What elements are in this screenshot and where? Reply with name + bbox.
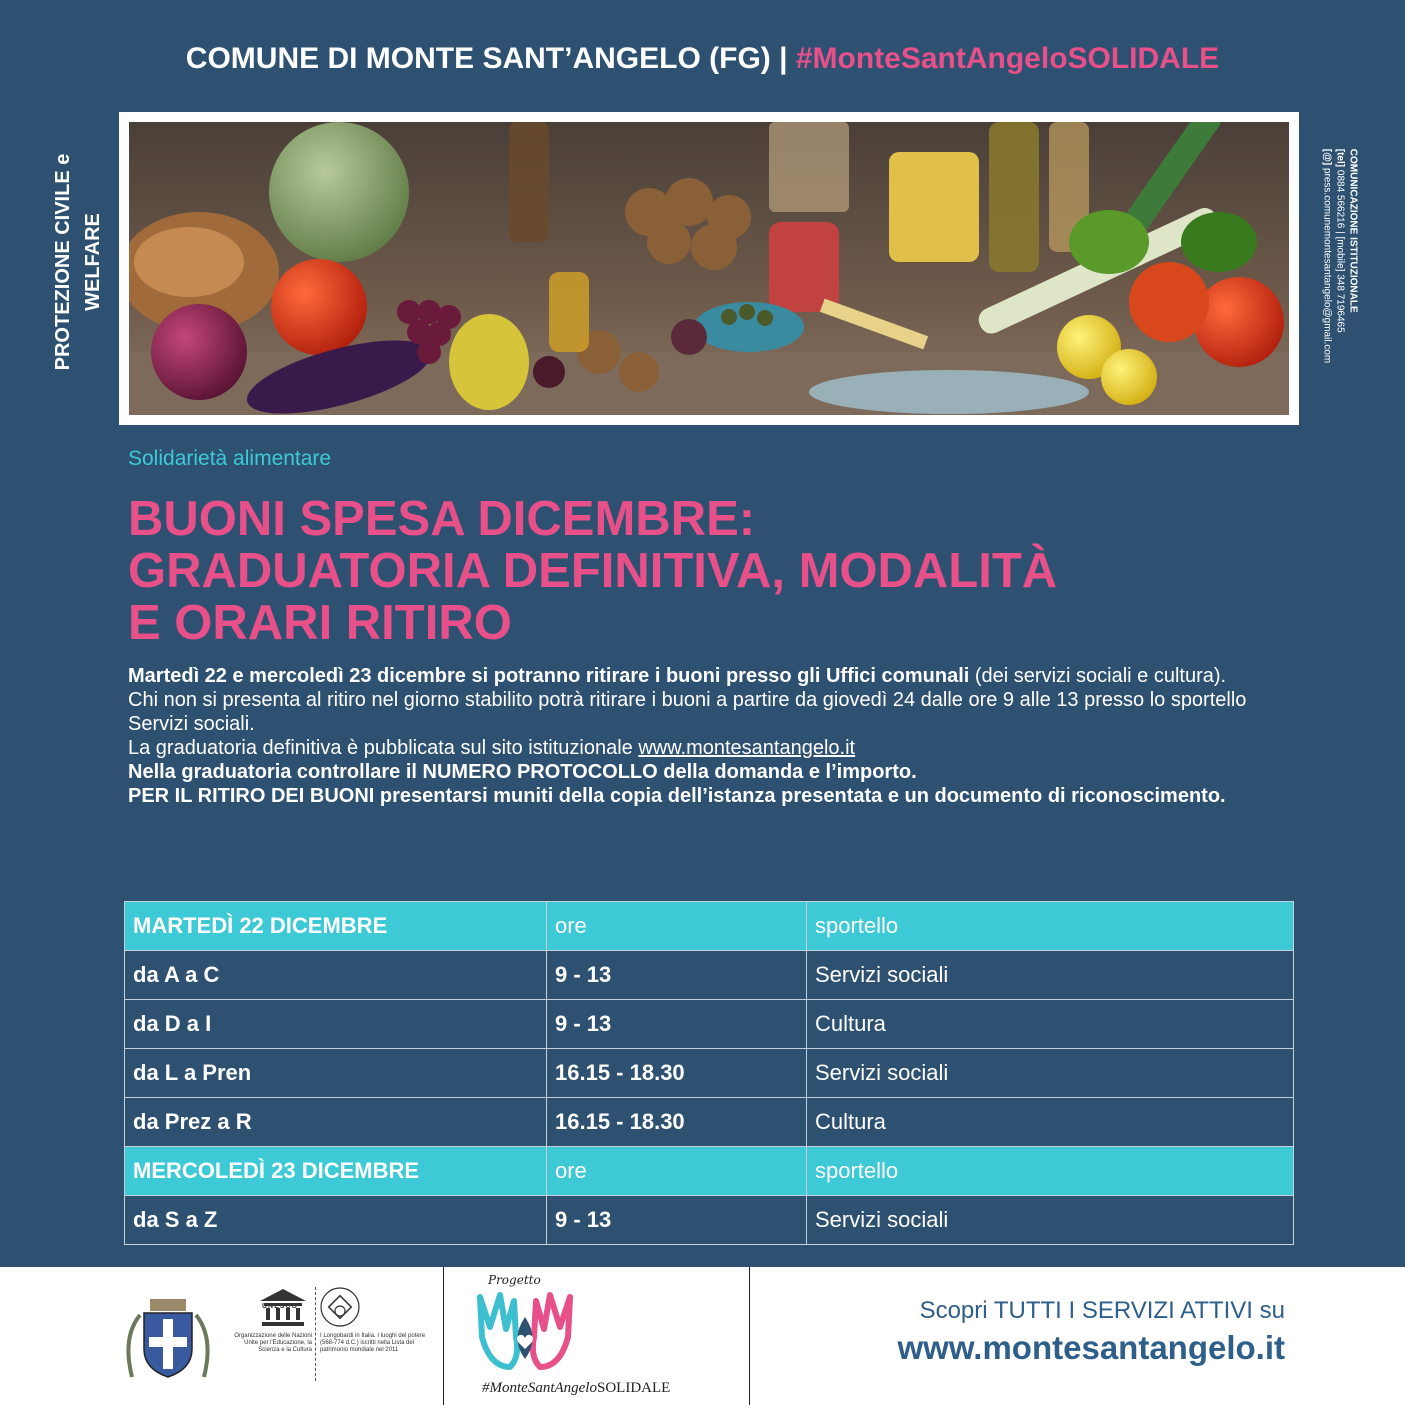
footer-divider-right — [749, 1267, 750, 1405]
table-row — [125, 1000, 1294, 1049]
paragraph-ranking-published: La graduatoria definitiva è pubblicata sul sito istituzionale www.montesantangelo.it — [128, 737, 856, 759]
row-range: da D a I — [125, 1000, 547, 1049]
day-label: MARTEDÌ 22 DICEMBRE — [125, 902, 547, 951]
coat-of-arms-icon — [122, 1297, 214, 1387]
row-time: 9 - 13 — [547, 951, 807, 1000]
contact-phone: [tel] 0884 566216 | [mobile] 348 7196465 — [1334, 148, 1346, 333]
office-header: sportello — [807, 1147, 1294, 1196]
table-row — [125, 951, 1294, 1000]
row-office: Servizi sociali — [807, 951, 1294, 1000]
section-kicker: Solidarietà alimentare — [128, 447, 332, 470]
row-office: Cultura — [807, 1098, 1294, 1147]
department-label — [48, 154, 108, 371]
hands-heart-logo-icon — [470, 1287, 580, 1375]
row-time: 16.15 - 18.30 — [547, 1098, 807, 1147]
pickup-schedule-table — [124, 901, 1294, 1245]
header-hashtag: #MonteSantAngeloSOLIDALE — [795, 42, 1220, 75]
time-header: ore — [547, 902, 807, 951]
footer-divider-left — [443, 1267, 444, 1405]
website-link[interactable]: www.montesantangelo.it — [638, 737, 856, 759]
headline-line2: GRADUATORIA DEFINITIVA, MODALITÀ — [128, 544, 1058, 598]
table-day-header — [125, 902, 1294, 951]
unesco-site-text: I Longobardi in Italia. I luoghi del potere (568-774 d.C.) iscritti nella Lista del patrimonio mondiale nel 2011 — [320, 1333, 426, 1353]
row-office: Servizi sociali — [807, 1049, 1294, 1098]
row-office: Cultura — [807, 1000, 1294, 1049]
header-title: COMUNE DI MONTE SANT’ANGELO (FG) | — [185, 42, 796, 75]
headline — [128, 493, 1328, 649]
contact-info — [1321, 149, 1360, 363]
table-day-header — [125, 1147, 1294, 1196]
row-range: da A a C — [125, 951, 547, 1000]
unesco-word: UNESCO — [262, 1303, 298, 1310]
unesco-org-text: Organizzazione delle Nazioni Unite per l'Educazione, la Scienza e la Cultura — [234, 1333, 312, 1353]
website-cta-link[interactable]: www.montesantangelo.it — [897, 1329, 1285, 1366]
department-line2: WELFARE — [82, 213, 104, 311]
table-row — [125, 1098, 1294, 1147]
row-range: da S a Z — [125, 1196, 547, 1245]
contact-email: [@] press.comunemontesantangelo@gmail.com — [1321, 148, 1333, 364]
project-label: Progetto — [488, 1273, 541, 1287]
services-cta: Scopri TUTTI I SERVIZI ATTIVI su — [919, 1297, 1285, 1324]
unesco-divider — [315, 1287, 317, 1381]
row-range: da L a Pren — [125, 1049, 547, 1098]
contact-title: COMUNICAZIONE ISTITUZIONALE — [1347, 148, 1359, 313]
footer — [0, 1267, 1405, 1405]
food-illustration — [129, 122, 1289, 415]
paragraph-check-protocol: Nella graduatoria controllare il NUMERO PROTOCOLLO della domanda e l’importo. — [128, 761, 917, 783]
department-line1: PROTEZIONE CIVILE e — [52, 153, 74, 371]
time-header: ore — [547, 1147, 807, 1196]
announcement-body — [128, 664, 1288, 808]
office-header: sportello — [807, 902, 1294, 951]
row-range: da Prez a R — [125, 1098, 547, 1147]
project-hashtag: #MonteSantAngeloSOLIDALE — [482, 1380, 671, 1396]
page-header — [0, 36, 1405, 82]
table-row — [125, 1049, 1294, 1098]
row-time: 9 - 13 — [547, 1000, 807, 1049]
day-label: MERCOLEDÌ 23 DICEMBRE — [125, 1147, 547, 1196]
table-row — [125, 1196, 1294, 1245]
food-photo — [119, 112, 1299, 425]
paragraph-required-docs: PER IL RITIRO DEI BUONI presentarsi muniti della copia dell’istanza presentata e un documento di riconoscimento. — [128, 785, 1226, 807]
world-heritage-emblem-icon — [318, 1285, 362, 1329]
headline-line1: BUONI SPESA DICEMBRE: — [128, 492, 756, 546]
row-time: 9 - 13 — [547, 1196, 807, 1245]
headline-line3: E ORARI RITIRO — [128, 596, 512, 650]
row-time: 16.15 - 18.30 — [547, 1049, 807, 1098]
paragraph-late-pickup: Chi non si presenta al ritiro nel giorno stabilito potrà ritirare i buoni a partire da giovedì 24 dalle ore 9 alle 13 presso lo sportello Servizi sociali. — [128, 689, 1247, 735]
paragraph-pickup-days: Martedì 22 e mercoledì 23 dicembre si potranno ritirare i buoni presso gli Uffici comunali (dei servizi sociali e cultura). — [128, 665, 1227, 687]
row-office: Servizi sociali — [807, 1196, 1294, 1245]
